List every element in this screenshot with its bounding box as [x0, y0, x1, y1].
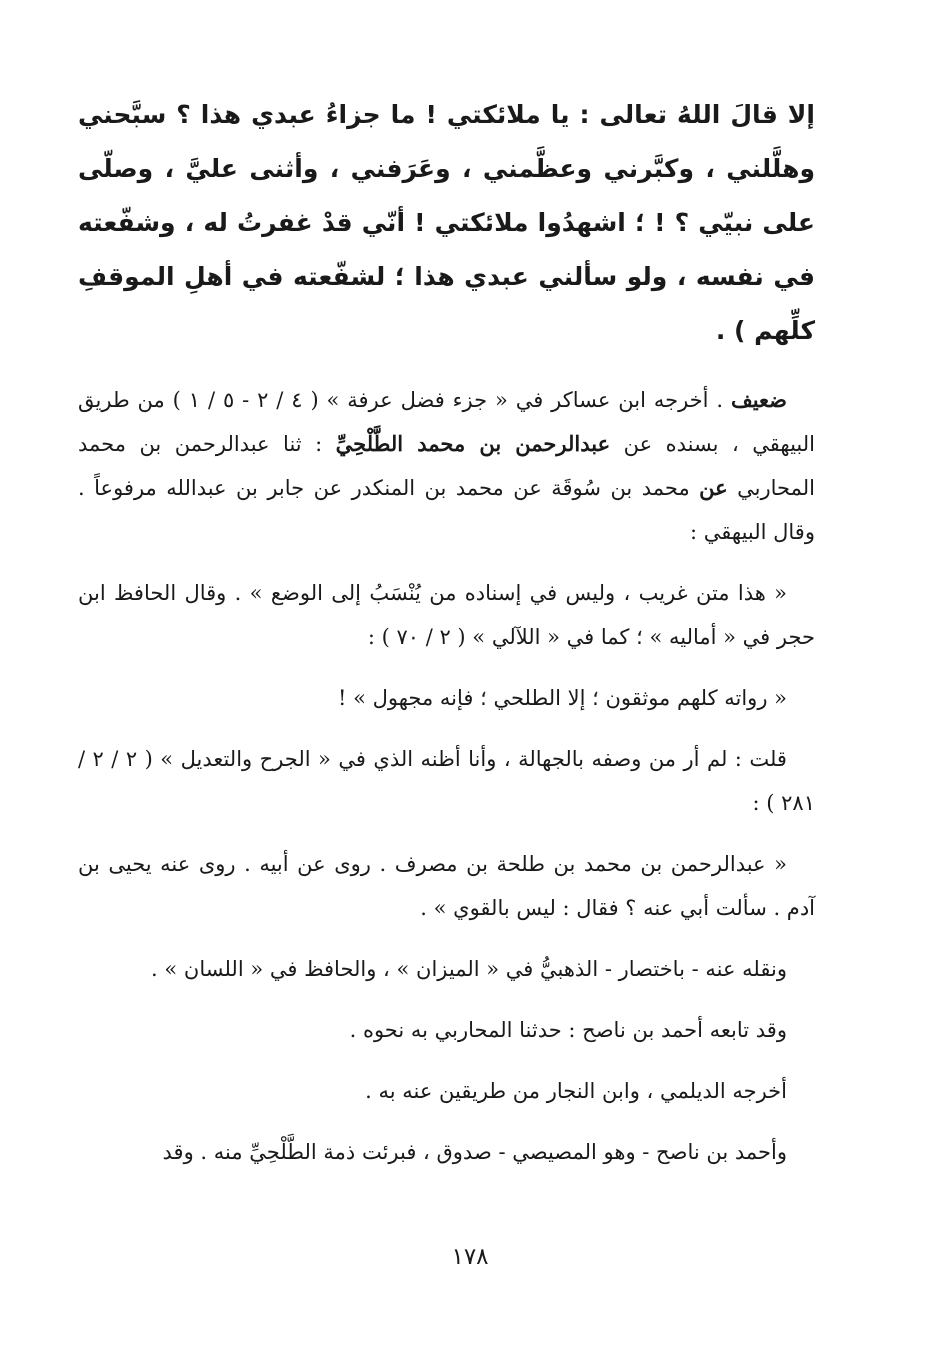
takhrij-text-b: : ثنا عبدالرحمن بن محمد المحاربي: [78, 432, 815, 500]
narrator-name: عبدالرحمن بن محمد الطَّلْحِيِّ: [335, 431, 611, 456]
akhrajahu-paragraph: أخرجه الديلمي ، وابن النجار من طريقين عنه به .: [365, 1079, 787, 1103]
qultu-paragraph: قلت : لم أر من وصفه بالجهالة ، وأنا أظنه الذي في « الجرح والتعديل » ( ٢ / ٢ / ٢٨١ ) :: [78, 747, 815, 815]
naqalahu-paragraph: ونقله عنه - باختصار - الذهبيُّ في « الميزان » ، والحافظ في « اللسان » .: [151, 957, 787, 981]
page-body: [78, 88, 815, 1191]
takhrij-paragraph: [78, 378, 815, 554]
an-word: عن: [699, 475, 728, 500]
jarh-quote-paragraph: « عبدالرحمن بن محمد بن طلحة بن مصرف . روى عن أبيه . روى عنه يحيى بن آدم . سألت أبي عنه ؟ فقال : ليس بالقوي » .: [78, 852, 815, 920]
ruwat-paragraph: « رواته كلهم موثقون ؛ إلا الطلحي ؛ فإنه مجهول » !: [338, 686, 787, 710]
takhrij-text-a: . أخرجه ابن عساكر في « جزء فضل عرفة » ( ٤ / ٢ - ٥ / ١ ) من طريق البيهقي ، بسنده عن: [78, 388, 815, 456]
page-number: ١٧٨: [451, 1244, 489, 1270]
hadith-text: إلا قالَ اللهُ تعالى : يا ملائكتي ! ما جزاءُ عبدي هذا ؟ سبَّحني وهلَّلني ، وكبَّرني وعظَّمني ، وعَرَفني ، وأثنى عليَّ ، وصلّى على نبيّي ؟ ! ؛ اشهدُوا ملائكتي ! أنّي قدْ غفرتُ له ، وشفّعته في نفسه ، ولو سألني عبدي هذا ؛ لشفّعته في أهلِ الموقفِ كلِّهم ) .: [78, 100, 815, 345]
ahmad-paragraph: وأحمد بن ناصح - وهو المصيصي - صدوق ، فبرئت ذمة الطَّلْحِيِّ منه . وقد: [162, 1140, 787, 1164]
tabaahu-paragraph: وقد تابعه أحمد بن ناصح : حدثنا المحاربي به نحوه .: [349, 1018, 787, 1042]
bayhaqi-quote-paragraph: « هذا متن غريب ، وليس في إسناده من يُنْسَبُ إلى الوضع » . وقال الحافظ ابن حجر في « أماليه » ؛ كما في « اللآلي » ( ٢ / ٧٠ ) :: [78, 581, 815, 649]
grade-label: ضعيف: [730, 387, 787, 412]
takhrij-text-c: محمد بن سُوقَة عن محمد بن المنكدر عن جابر بن عبدالله مرفوعاً . وقال البيهقي :: [78, 476, 815, 544]
